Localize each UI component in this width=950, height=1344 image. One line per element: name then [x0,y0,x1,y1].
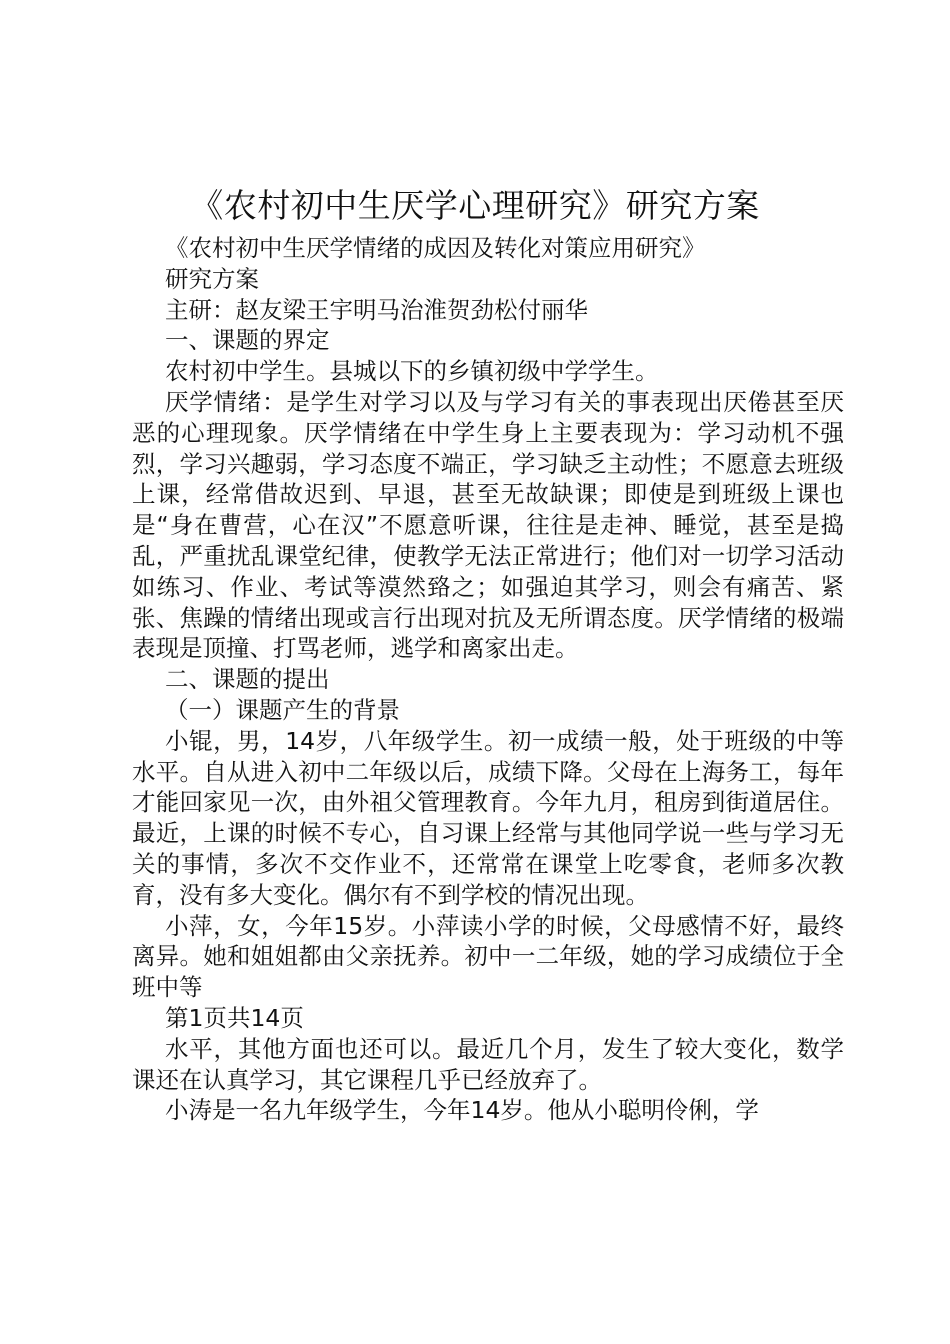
case-paragraph-1: 小锟，男，14岁，八年级学生。初一成绩一般，处于班级的中等水平。自从进入初中二年级以后，成绩下降。父母在上海务工，每年才能回家见一次，由外祖父管理教育。今年九月，租房到街道居住。最近，上课的时候不专心，自习课上经常与其他同学说一些与学习无关的事情，多次不交作业不，还常常在课堂上吃零食，老师多次教育，没有多大变化。偶尔有不到学校的情况出现。 [132,726,844,909]
case-paragraph-2: 小萍，女，今年15岁。小萍读小学的时候，父母感情不好，最终离异。她和姐姐都由父亲抚养。初中一二年级，她的学习成绩位于全班中等 [132,911,844,1002]
definition-paragraph-2: 厌学情绪：是学生对学习以及与学习有关的事表现出厌倦甚至厌恶的心理现象。厌学情绪在中学生身上主要表现为：学习动机不强烈，学习兴趣弱，学习态度不端正，学习缺乏主动性；不愿意去班级上课，经常借故迟到、早退，甚至无故缺课；即使是到班级上课也是“身在曹营，心在汉”不愿意听课，往往是走神、睡觉，甚至是捣乱，严重扰乱课堂纪律，使教学无法正常进行；他们对一切学习活动如练习、作业、考试等漠然臵之；如强迫其学习，则会有痛苦、紧张、焦躁的情绪出现或言行出现对抗及无所谓态度。厌学情绪的极端表现是顶撞、打骂老师，逃学和离家出走。 [132,387,844,663]
researchers-line: 主研：赵友梁王宇明马治淮贺劲松付丽华 [165,295,588,324]
document-title: 《农村初中生厌学心理研究》研究方案 [190,186,760,225]
subtitle-line-2: 研究方案 [165,264,259,293]
case-paragraph-3: 小涛是一名九年级学生，今年14岁。他从小聪明伶俐，学 [165,1096,759,1125]
case-paragraph-2-continued: 水平，其他方面也还可以。最近几个月，发生了较大变化，数学课还在认真学习，其它课程几乎已经放弃了。 [132,1034,844,1094]
document-body [132,233,844,1126]
definition-paragraph-1: 农村初中学生。县城以下的乡镇初级中学学生。 [165,357,659,386]
section-heading-1: 一、课题的界定 [165,326,330,355]
section-heading-2: 二、课题的提出 [165,665,330,694]
subtitle-line: 《农村初中生厌学情绪的成因及转化对策应用研究》 [165,234,706,262]
subsection-heading-1: （一）课题产生的背景 [165,695,400,724]
page-number-line: 第1页共14页 [165,1003,304,1032]
